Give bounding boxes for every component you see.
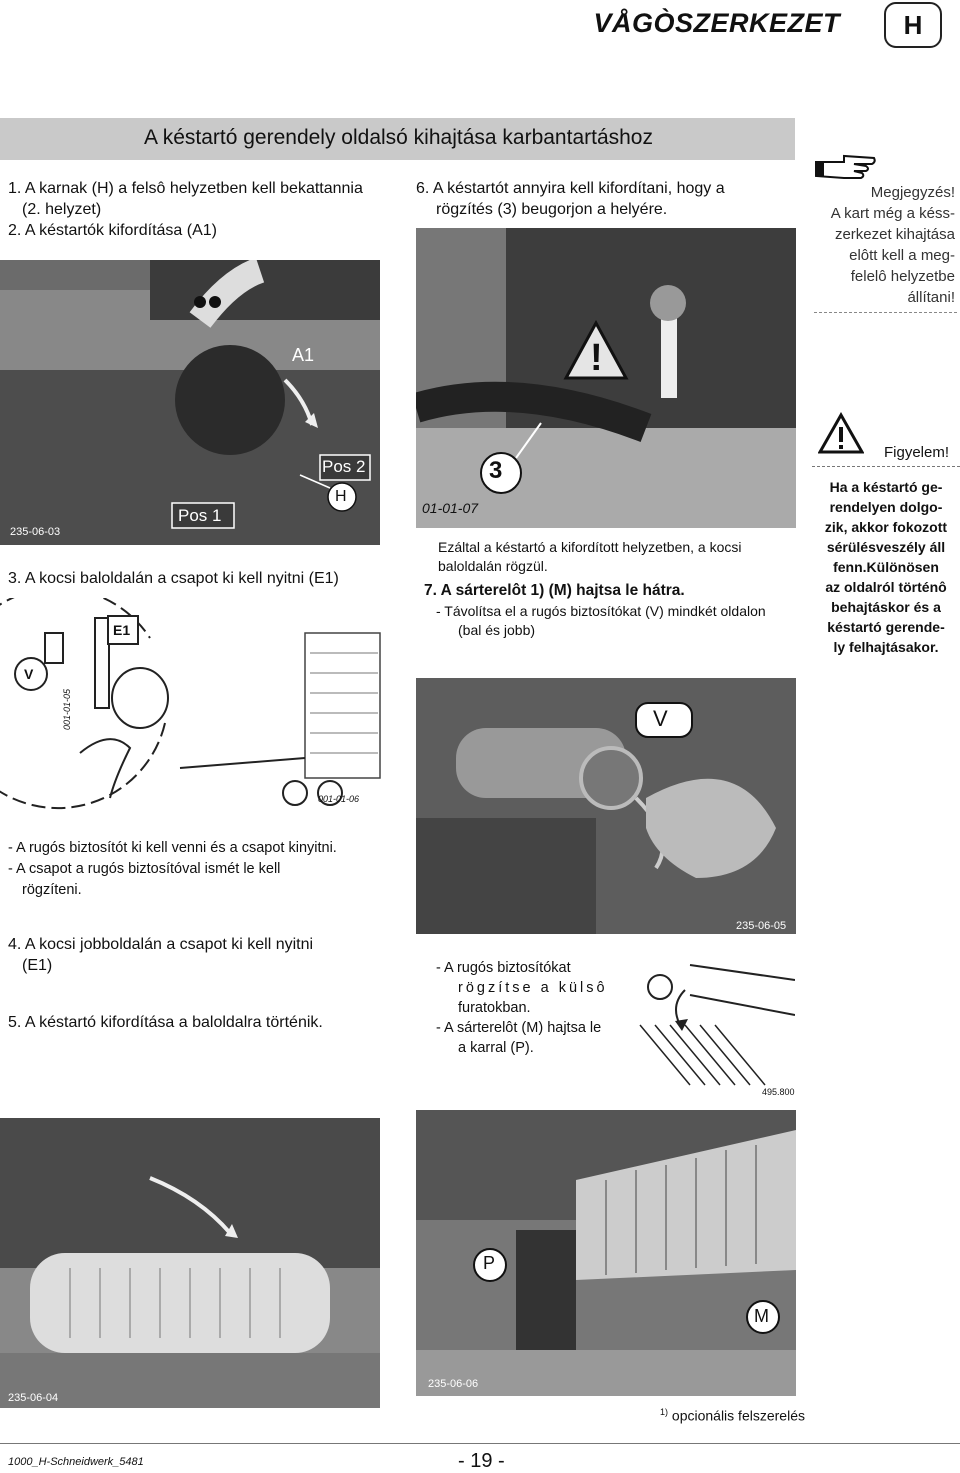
label-a1: A1 (292, 345, 315, 365)
warning-line: rendelyen dolgo- (829, 499, 943, 515)
label-3: 3 (489, 457, 503, 484)
step-2: 2. A késtartók kifordítása (A1) (8, 222, 217, 239)
note-box (800, 182, 955, 308)
label-pos1: Pos 1 (178, 506, 222, 525)
footer-doc-id: 1000_H-Schneidwerk_5481 (8, 1456, 144, 1468)
step-1-cont: (2. helyzet) (22, 201, 102, 218)
note-divider (814, 312, 957, 313)
warning-line: fenn.Különösen (833, 559, 939, 575)
warning-line: zik, akkor fokozott (824, 519, 948, 535)
bullet-line: - A rugós biztosítót ki kell venni és a csapot kinyitni. (8, 840, 337, 856)
photo-code: 235-06-03 (10, 526, 61, 538)
label-m: M (754, 1306, 769, 1326)
drawing-flap (630, 945, 795, 1100)
step-4-line: (E1) (22, 957, 53, 974)
mid-para-line: baloldalán rögzül. (438, 558, 548, 574)
step-7: 7. A sárterelôt 1) (M) hajtsa le hátra. (424, 582, 685, 599)
photo-code: 235-06-04 (8, 1392, 59, 1404)
step-4 (8, 934, 383, 976)
photo-flap (416, 1110, 796, 1396)
footer-rule (0, 1443, 960, 1444)
photo-cutter-out (0, 1118, 380, 1408)
bullet-line: furatokban. (458, 1000, 531, 1016)
step-5: 5. A késtartó kifordítása a baloldalra történik. (8, 1014, 323, 1031)
svg-text:!: ! (590, 337, 603, 379)
photo-code: 235-06-06 (428, 1378, 479, 1390)
drawing-code: 001-01-06 (318, 794, 360, 804)
note-line: A kart még a késs- (830, 205, 955, 222)
photo-cutter-pos (0, 260, 380, 545)
label-h: H (335, 488, 347, 505)
bullet-line: - A rugós biztosítókat (436, 960, 571, 976)
page-number: - 19 - (458, 1450, 505, 1472)
step-6: 6. A késtartót annyira kell kifordítani, hogy a (416, 180, 725, 197)
label-p: P (483, 1253, 496, 1273)
bullet-line: rögzíteni. (22, 882, 82, 898)
section-badge: H (884, 2, 942, 48)
step-4-line: 4. A kocsi jobboldalán a csapot ki kell nyitni (8, 936, 314, 953)
warning-line: az oldalról történô (825, 579, 947, 595)
mid-para-line: Ezáltal a késtartó a kifordított helyzetben, a kocsi (438, 539, 742, 555)
warning-label: Figyelem! (884, 444, 950, 461)
warning-divider (812, 466, 960, 467)
warning-line: ly felhajtásakor. (833, 639, 939, 655)
warning-text (812, 477, 960, 657)
step-1: 1. A karnak (H) a felsô helyzetben kell bekattannia (8, 180, 363, 197)
bullets-mid (436, 958, 626, 1058)
steps-left (8, 178, 383, 241)
photo-code: 235-06-05 (736, 920, 787, 932)
bullet-line: - A csapot a rugós biztosítóval ismét le kell (8, 861, 281, 877)
warning-line: késtartó gerende- (827, 619, 945, 635)
footnote-marker: 1) (660, 1407, 669, 1417)
steps-mid (416, 178, 796, 220)
step-6-cont: rögzítés (3) beugorjon a helyére. (436, 201, 668, 218)
warning-icon (818, 412, 862, 456)
photo-latch (416, 228, 796, 528)
label-v: V (653, 706, 668, 731)
pointing-hand-icon (814, 152, 954, 182)
drawing-code: 001-01-05 (62, 688, 72, 730)
bullet-line: a karral (P). (458, 1040, 534, 1056)
bullets-left (8, 838, 383, 901)
bullet-line: (bal és jobb) (458, 622, 536, 638)
drawing-code: 495.800 (762, 1087, 795, 1097)
photo-code: 01-01-07 (422, 500, 479, 516)
note-line: állítani! (907, 289, 955, 306)
page-header-title: VÅGÒSZERKEZET (593, 8, 840, 38)
banner-title: A késtartó gerendely oldalsó kihajtása karbantartáshoz (144, 126, 653, 149)
note-line: zerkezet kihajtása (834, 226, 955, 243)
bullet-line: - Távolítsa el a rugós biztosítókat (V) mindkét oldalon (436, 603, 766, 619)
footnote-text: opcionális felszerelés (671, 1407, 805, 1424)
photo-spring-pin (416, 678, 796, 934)
note-label: Megjegyzés! (870, 184, 955, 201)
note-line: elôtt kell a meg- (849, 247, 955, 264)
section-banner (0, 118, 795, 160)
bullet-line: rögzítse a külsô (458, 980, 608, 996)
label-v: V (24, 666, 34, 682)
note-line: felelô helyzetbe (850, 268, 955, 285)
warning-line: behajtáskor és a (831, 599, 941, 615)
label-e1: E1 (113, 622, 131, 638)
mid-text (424, 538, 794, 640)
bullet-line: - A sárterelôt (M) hajtsa le (436, 1020, 602, 1036)
drawing-pin (0, 598, 385, 823)
step-3: 3. A kocsi baloldalán a csapot ki kell nyitni (E1) (8, 570, 339, 587)
warning-line: sérülésveszély áll (826, 539, 946, 555)
label-pos2: Pos 2 (322, 457, 366, 476)
footnote (660, 1407, 805, 1424)
warning-line: Ha a késtartó ge- (829, 479, 943, 495)
